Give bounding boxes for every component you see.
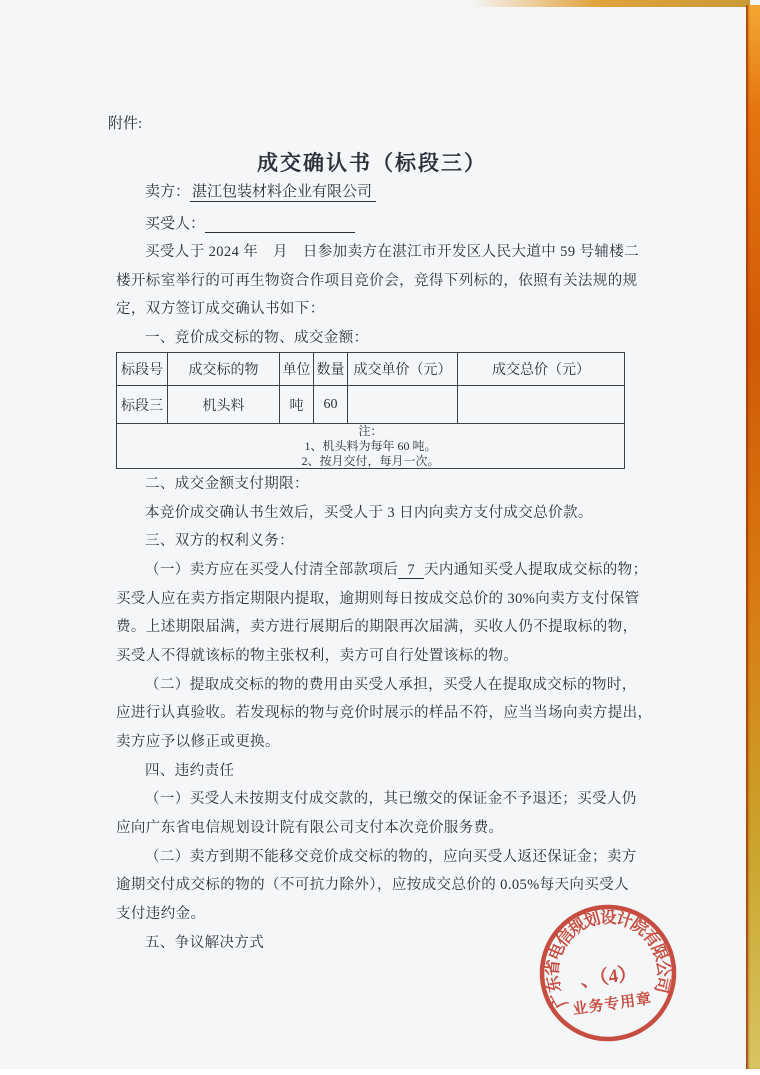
terms-line: （一）买受人未按期支付成交款的，其已缴交的保证金不予退还；买受人仍	[145, 791, 637, 808]
header-lot-number: 标段号	[117, 353, 168, 386]
terms-line: 支付违约金。	[116, 905, 206, 922]
seller-name: 湛江包装材料企业有限公司	[190, 184, 376, 202]
seal-bottom-text: 业务专用章	[571, 991, 654, 1019]
cell-subject: 机头料	[168, 386, 280, 424]
section-3-heading: 三、双方的权利义务：	[145, 533, 294, 550]
note-line: 2、按月交付，每月一次。	[301, 453, 440, 468]
table-header-row	[117, 353, 625, 386]
seal-number: 、（4）	[578, 963, 639, 992]
cell-unit: 吨	[280, 386, 314, 424]
header-unit: 单位	[280, 353, 314, 386]
page-title: 成交确认书（标段三）	[257, 151, 487, 175]
buyer-line	[145, 212, 355, 233]
section-4-heading: 四、违约责任	[145, 762, 235, 779]
terms-line: 卖方应予以修正或更换。	[116, 733, 280, 750]
header-quantity: 数量	[314, 353, 348, 386]
header-subject: 成交标的物	[168, 353, 280, 386]
terms-line: 应向广东省电信规划设计院有限公司支付本次竞价服务费。	[116, 819, 504, 836]
terms-line: 本竞价成交确认书生效后，买受人于 3 日内向卖方支付成交总价款。	[145, 504, 593, 521]
table-note-row	[117, 424, 625, 469]
scan-edge-top	[470, 0, 750, 7]
section-5-heading: 五、争议解决方式	[145, 934, 265, 951]
header-total-price: 成交总价（元）	[458, 353, 625, 386]
section-1-heading: 一、竞价成交标的物、成交金额：	[145, 329, 369, 346]
intro-paragraph	[116, 238, 653, 353]
note-line: 1、机头料为每年 60 吨。	[304, 438, 437, 453]
scan-edge-right	[746, 5, 760, 1069]
terms-line: 应进行认真验收。若发现标的物与竞价时展示的样品不符，应当当场向卖方提出，	[116, 705, 653, 722]
seller-label: 卖方：	[145, 184, 191, 200]
table-row	[117, 386, 625, 424]
cell-unit-price	[348, 386, 458, 424]
terms-line: 买受人不得就该标的物主张权利，卖方可自行处置该标的物。	[116, 647, 519, 664]
terms-line: 逾期交付成交标的物的（不可抗力除外），应按成交总价的 0.05%每天向买受人	[116, 877, 630, 894]
terms-paragraphs	[116, 470, 653, 957]
header-unit-price: 成交单价（元）	[348, 353, 458, 386]
deal-table	[116, 352, 625, 469]
terms-line: （二）卖方到期不能移交竞价成交标的物的，应向买受人返还保证金；卖方	[145, 848, 637, 865]
scan-edge-bottom	[0, 1069, 760, 1075]
terms-line-clause-3-1	[116, 556, 653, 585]
intro-line: 买受人于 2024 年 月 日参加卖方在湛江市开发区人民大道中 59 号辅楼二	[145, 244, 640, 260]
clause-3-1-pre: （一）卖方应在买受人付清全部款项后	[145, 561, 399, 578]
seal-arc-text: 广东省电信规划设计院有限公司	[542, 907, 674, 1012]
table-note-cell	[117, 424, 625, 469]
cell-total-price	[458, 386, 625, 424]
intro-line: 楼开标室举行的可再生物资合作项目竞价会，竞得下列标的，依照有关法规的规	[116, 272, 638, 289]
note-line: 注：	[358, 424, 383, 438]
attachment-label: 附件:	[108, 116, 143, 132]
terms-line: 费。上述期限届满，卖方进行展期后的期限再次届满，买收人仍不提取标的物，	[116, 619, 638, 636]
clause-3-1-post: 天内通知买受人提取成交标的物；	[423, 561, 648, 578]
company-seal	[528, 893, 688, 1053]
buyer-label: 买受人：	[145, 216, 206, 232]
cell-quantity: 60	[314, 386, 348, 424]
section-2-heading: 二、成交金额支付期限：	[145, 476, 309, 492]
buyer-name-blank	[205, 218, 355, 233]
intro-line: 定，双方签订成交确认书如下：	[116, 301, 325, 318]
clause-3-1-days: 7	[398, 562, 424, 579]
terms-line: （二）提取成交标的物的费用由买受人承担，买受人在提取成交标的物时，	[145, 676, 637, 693]
seller-line	[145, 180, 376, 201]
cell-lot-number: 标段三	[117, 386, 168, 424]
terms-line: 买受人应在卖方指定期限内提取，逾期则每日按成交总价的 30%向卖方支付保管	[116, 590, 640, 607]
